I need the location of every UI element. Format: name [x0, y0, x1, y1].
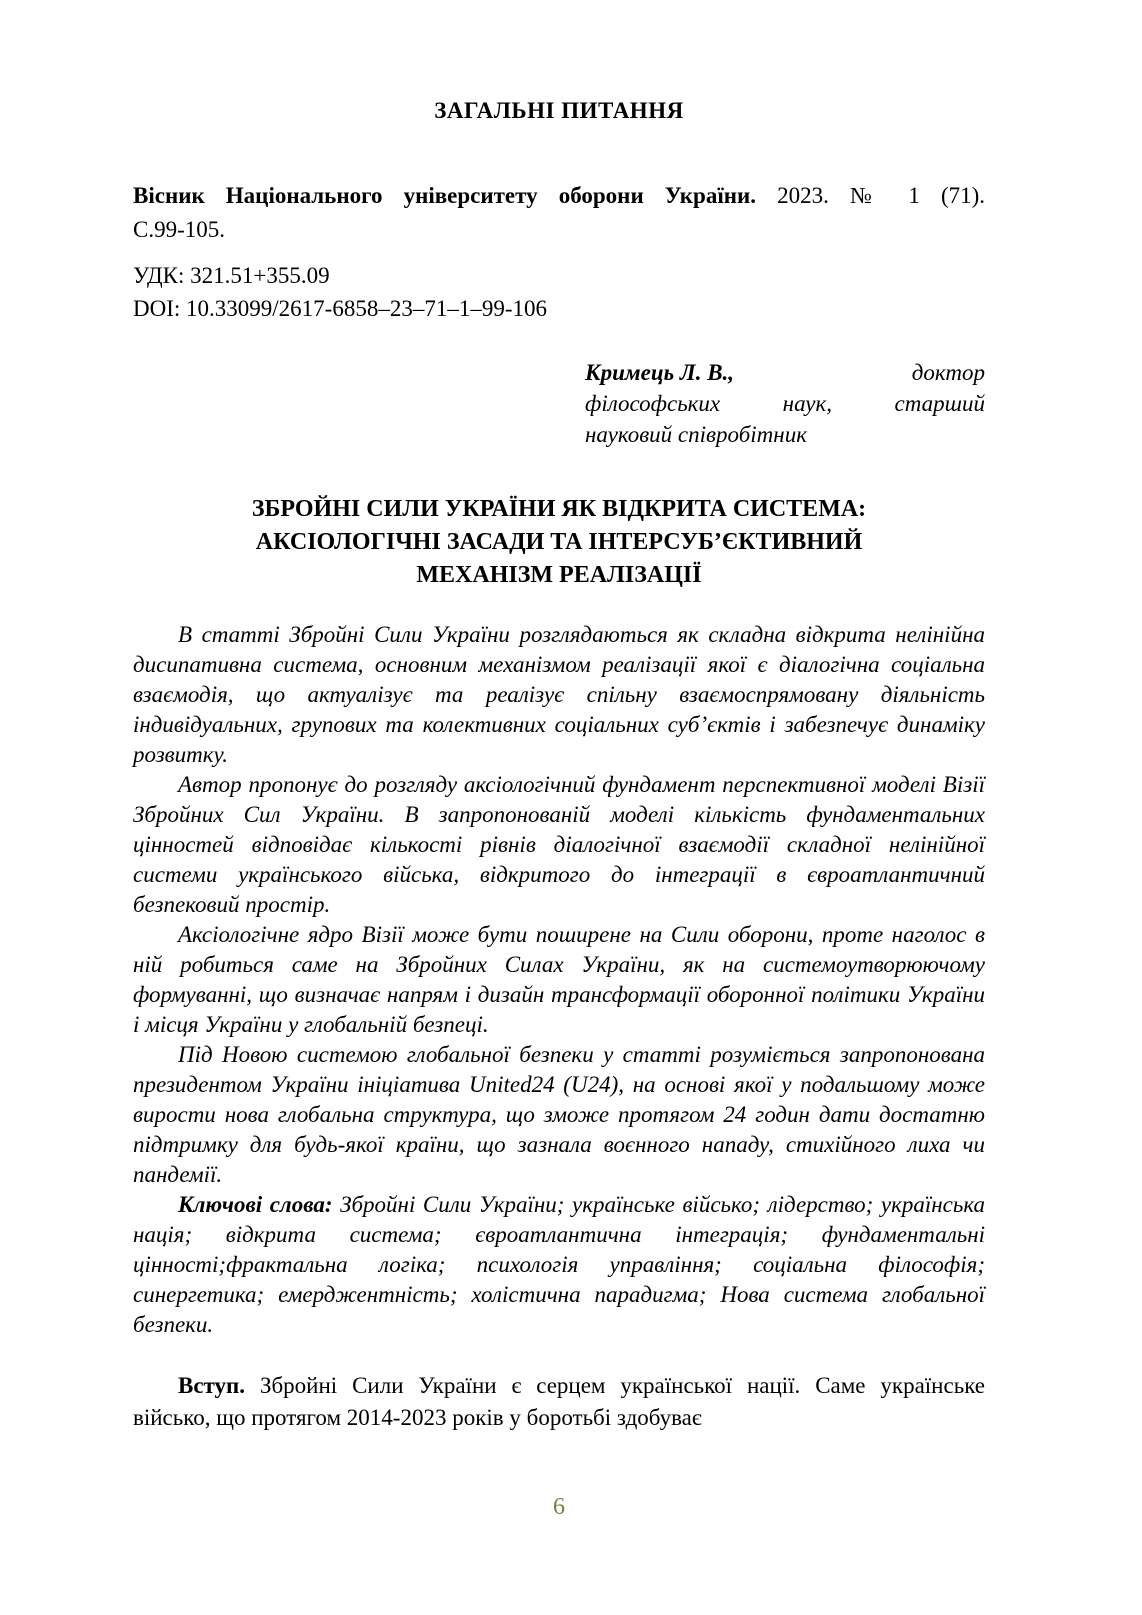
journal-pages: С.99-105. [133, 217, 225, 242]
article-title-line2: АКСІОЛОГІЧНІ ЗАСАДИ ТА ІНТЕРСУБ’ЄКТИВНИЙ [255, 529, 863, 555]
introduction-text: Збройні Сили України є серцем української нації. Саме українське військо, що протягом 2014-2023 років у боротьбі здобуває [133, 1373, 986, 1430]
keywords-label: Ключові слова: [178, 1192, 333, 1217]
keywords-text: Збройні Сили України; українське військо; лідерство; українська нація; відкрита система; євроатлантична інтеграція; фундаментальні цінності;фрактальна логіка; психологія управління; соціальна філософія; синергетика; емерджентність; холістична парадигма; Нова система глобальної безпеки. [133, 1192, 986, 1337]
doi-line: DOI: 10.33099/2617-6858–23–71–1–99-106 [133, 296, 547, 321]
abstract-paragraph: Аксіологічне ядро Візії може бути поширене на Сили оборони, проте наголос в ній робиться саме на Збройних Силах України, як на системоутворюючому формуванні, що визначає напрям і дизайн трансформації оборонної політики України і місця України у глобальній безпеці. [133, 922, 985, 1037]
page-number: 6 [553, 1494, 565, 1520]
author-degree-part1: доктор [911, 360, 985, 385]
author-line1 [585, 357, 985, 388]
article-title-line1: ЗБРОЙНІ СИЛИ УКРАЇНИ ЯК ВІДКРИТА СИСТЕМА: [251, 496, 867, 522]
journal-citation-line1 [133, 179, 985, 213]
abstract-paragraph: Під Новою системою глобальної безпеки у статті розуміється запропонована президентом України ініціатива United24 (U24), на основі якої у подальшому може вирости нова глобальна структура, що зможе протягом 24 годин дати достатню підтримку для будь-якої країни, що зазнала воєнного нападу, стихійного лиха чи пандемії. [133, 1042, 985, 1187]
author-block [585, 357, 985, 450]
author-degree-part3: науковий співробітник [585, 422, 807, 447]
journal-citation [133, 179, 985, 247]
introduction-paragraph [133, 1370, 985, 1434]
introduction-label: Вступ. [178, 1373, 246, 1398]
journal-name: Вісник Національного університету оборони України. [133, 183, 756, 208]
article-title-line3: МЕХАНІЗМ РЕАЛІЗАЦІЇ [416, 562, 702, 588]
abstract-block [133, 620, 985, 1340]
keywords-paragraph [133, 1190, 985, 1340]
article-title [133, 493, 985, 592]
journal-issue: 2023. № 1 (71). [777, 183, 986, 208]
author-name: Кримець Л. В., [585, 360, 735, 385]
abstract-paragraph: В статті Збройні Сили України розглядаються як складна відкрита нелінійна дисипативна система, основним механізмом реалізації якої є діалогічна соціальна взаємодія, що актуалізує та реалізує спільну взаємоспрямовану діяльність індивідуальних, групових та колективних соціальних суб’єктів і забезпечує динаміку розвитку. [133, 622, 985, 767]
udk-line: УДК: 321.51+355.09 [133, 263, 330, 288]
identifiers-block [133, 259, 985, 325]
section-header: ЗАГАЛЬНІ ПИТАННЯ [434, 98, 684, 123]
author-degree-part2: філософських наук, старший [585, 391, 985, 416]
abstract-paragraph: Автор пропонує до розгляду аксіологічний фундамент перспективної моделі Візії Збройних Сил України. В запропонованій моделі кількість фундаментальних цінностей відповідає кількості рівнів діалогічної взаємодії складної нелінійної системи українського війська, відкритого до інтеграції в євроатлантичний безпековий простір. [133, 772, 985, 917]
